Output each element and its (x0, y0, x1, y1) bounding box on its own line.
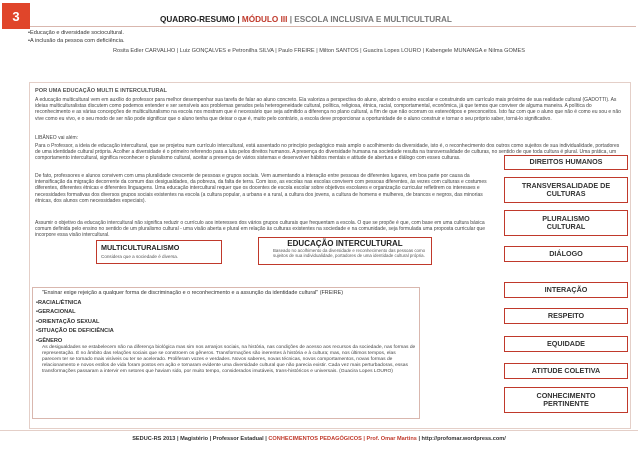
concept-box-conhecimento: CONHECIMENTO PERTINENTE (504, 387, 628, 413)
page-title (160, 15, 630, 24)
educacao-intercultural-title: EDUCAÇÃO INTERCULTURAL (287, 239, 403, 248)
topic-list (28, 30, 125, 45)
genero-text: As desigualdades se estabelecem não na diferença biológica mas sim nos arranjos sociais, na história, nas condições de acesso aos recursos da sociedade, nas formas de representação. É no âmbito das relações sociais que se constroem os gêneros. Transformações são inerentes à história e à cultura; mas, nos últimos tempos, elas parecem ter se tornado mais visíveis ou ter se acelerado. Proliferam vozes e verdades. Novos saberes, novas técnicas, novos comportamentos, novas formas de relacionamento e novos estilos de vida foram postos em ação e tornaram evidente uma diversidade cultural que não parecia existir. Cada vez mais perturbadoras, essas transformações passaram a intervir em setores que haviam sido, por muito tempo, considerados imutáveis, trans-históricos e universais. (Guacira Lopes LOURO) (42, 344, 416, 374)
module-number-badge: 3 (2, 3, 30, 29)
section-title: POR UMA EDUCAÇÃO MULTI E INTERCULTURAL (35, 88, 167, 94)
concept-box-atitude-coletiva: ATITUDE COLETIVA (504, 363, 628, 379)
multiculturalismo-box (96, 240, 222, 264)
title-main: QUADRO-RESUMO (160, 15, 236, 24)
dimension-item: • SITUAÇÃO DE DEFICIÊNCIA (36, 328, 416, 334)
footer-divider (0, 430, 638, 431)
concept-box-dialogo: DIÁLOGO (504, 246, 628, 262)
concept-box-respeito: RESPEITO (504, 308, 628, 324)
concept-box-equidade: EQUIDADE (504, 336, 628, 352)
title-sep: | (237, 15, 240, 24)
footer-accent: CONHECIMENTOS PEDAGÓGICOS | Prof. Omar Martins (268, 436, 417, 442)
dimension-item: • ORIENTAÇÃO SEXUAL (36, 319, 416, 325)
title-sep-2: | (289, 15, 292, 24)
footer-right: | http://profomar.wordpress.com/ (418, 436, 506, 442)
concept-box-interacao: INTERAÇÃO (504, 282, 628, 298)
header-divider (30, 26, 636, 27)
multiculturalismo-desc: Considera que a sociedade é diversa. (101, 254, 179, 259)
dimension-item: • GERACIONAL (36, 309, 416, 315)
concept-box-pluralismo: PLURALISMO CULTURAL (504, 210, 628, 236)
topic-item: • Educação e diversidade sociocultural. (28, 30, 125, 38)
paragraph-multicultural: A educação multicultural vem em auxílio do professor para melhor desempenhar sua tarefa de falar ao aluno concreto. Ela valoriza a perspectiva do aluno, abrindo o ensino escolar e construindo um currículo mais próximo de sua realidade cultural (GADOTTI). As ideias multiculturalistas discutem como podemos entender e ser sensíveis aos problemas gerados pela heterogeneidade cultural, política, religiosa, étnica, racial, comportamental, econômica, já que temos que conviver de alguma maneira. A política do reconhecimento e as várias concepções de multiculturalismo na escola nos mostram que é necessário que seja admitido a diferença no plano cultural, a fim de que não ocorram os estereótipos e preconceitos. Isto faz com que o aluno que não é como eu sou e não vive como eu vivo, e o seu modo de ser não pode significar que o aluno tenha que deixar o que é, muito pelo contrário, a escola deve proporcionar a oportunidade de o aluno construir e tornar o seu próprio saber, torná-lo significativo. (35, 97, 621, 122)
footer (0, 436, 638, 442)
paragraph-objetivo: Assumir o objetivo da educação intercultural não significa reduzir o currículo aos interesses dos vários grupos culturais que frequentam a escola. O que se propõe é que, com base em uma cultura básica comum definida pelo ensino no sentido de um pluralismo cultural - uma visão aberta e plural em relação às culturas existentes na sociedade e na comunidade, seja formulada uma proposta curricular que incorpore essa visão intercultural. (35, 220, 485, 239)
summary-panel (29, 82, 631, 429)
diversity-dimensions-box (32, 287, 420, 419)
footer-left: SEDUC-RS 2013 | Magistério | Professor Estadual | (132, 436, 267, 442)
dimension-item: • RACIAL/ÉTNICA (36, 300, 416, 306)
paragraph-libaneo: Para o Professor, a ideia de educação intercultural, que se projetou num currículo intercultural, está assentado no princípio pedagógico mais amplo o acolhimento da diversidade, isto é, o reconhecimento dos outros como sujeitos de sua individualidade, portadores de uma identidade cultural própria. Acolher a diversidade é o primeiro referendo para a luta pelos direitos humanos. A presença do diversidade humana na sociedade resulta na transversalidade de culturas, no sentido de que toda cultura é plural. Uma prática, um comportamento intercultural, significa reconhecer o pluralismo cultural, aceitar a presença de vários sistemas e desenvolver hábitos mentais e atitude de abertura e diálogo com esses culturas. (35, 143, 620, 162)
authors-line: Rosita Edler CARVALHO | Luiz GONÇALVES e Petronilha SILVA | Paulo FREIRE | Milton SANTOS | Guacira Lopes LOURO | Kabengele MUNANGA e Nilma GOMES (112, 48, 526, 54)
title-module: MÓDULO III (241, 15, 288, 24)
topic-item: • A inclusão da pessoa com deficiência. (28, 38, 125, 46)
libaneo-label: LIBÂNEO vai além: (35, 135, 79, 141)
multiculturalismo-title: MULTICULTURALISMO (101, 243, 180, 252)
freire-quote: "Ensinar exige rejeição a qualquer forma de discriminação e o reconhecimento e a assunção da identidade cultural" (FREIRE) (42, 290, 344, 296)
title-course: ESCOLA INCLUSIVA E MULTICULTURAL (294, 15, 452, 24)
concept-box-transversalidade: TRANSVERSALIDADE DE CULTURAS (504, 177, 628, 203)
concept-box-direitos-humanos: DIREITOS HUMANOS (504, 155, 628, 170)
dimension-item: • GÊNERO (36, 338, 416, 344)
paragraph-pluralidade: De fato, professores e alunos convivem com uma pluralidade crescente de pessoas e grupos sociais. Vem aumentando a interação entre pessoas de diferentes lugares, em boa parte por causa da intensificação da migração decorrente da comum das desigualdades, da pobreza, da falta de terra. Com isso, as escolas nas escolas convivem com pessoas diferentes, às vezes com culturas e costumes diferentes, diferentes étnicas e diferentes linguagens. Uma educação intercultural requer que os docentes de escola escolar sobre objetivos escolares e organização curricular refletirem os interesses e necessidades formativas dos diversos grupos sociais existentes na escola (a cultura popular, a urbana e a rural, a cultura dos jovens, a cultura de homens e mulheres, de brancos e negros, das minorias étnicas, dos alunos com necessidades especiais). (35, 173, 487, 204)
educacao-intercultural-desc: Baseado no acolhimento da diversidade e reconhecimento das pessoas como sujeitos de sua individualidade, portadores de uma identidade cultural própria. (273, 248, 426, 259)
educacao-intercultural-box (258, 237, 432, 265)
